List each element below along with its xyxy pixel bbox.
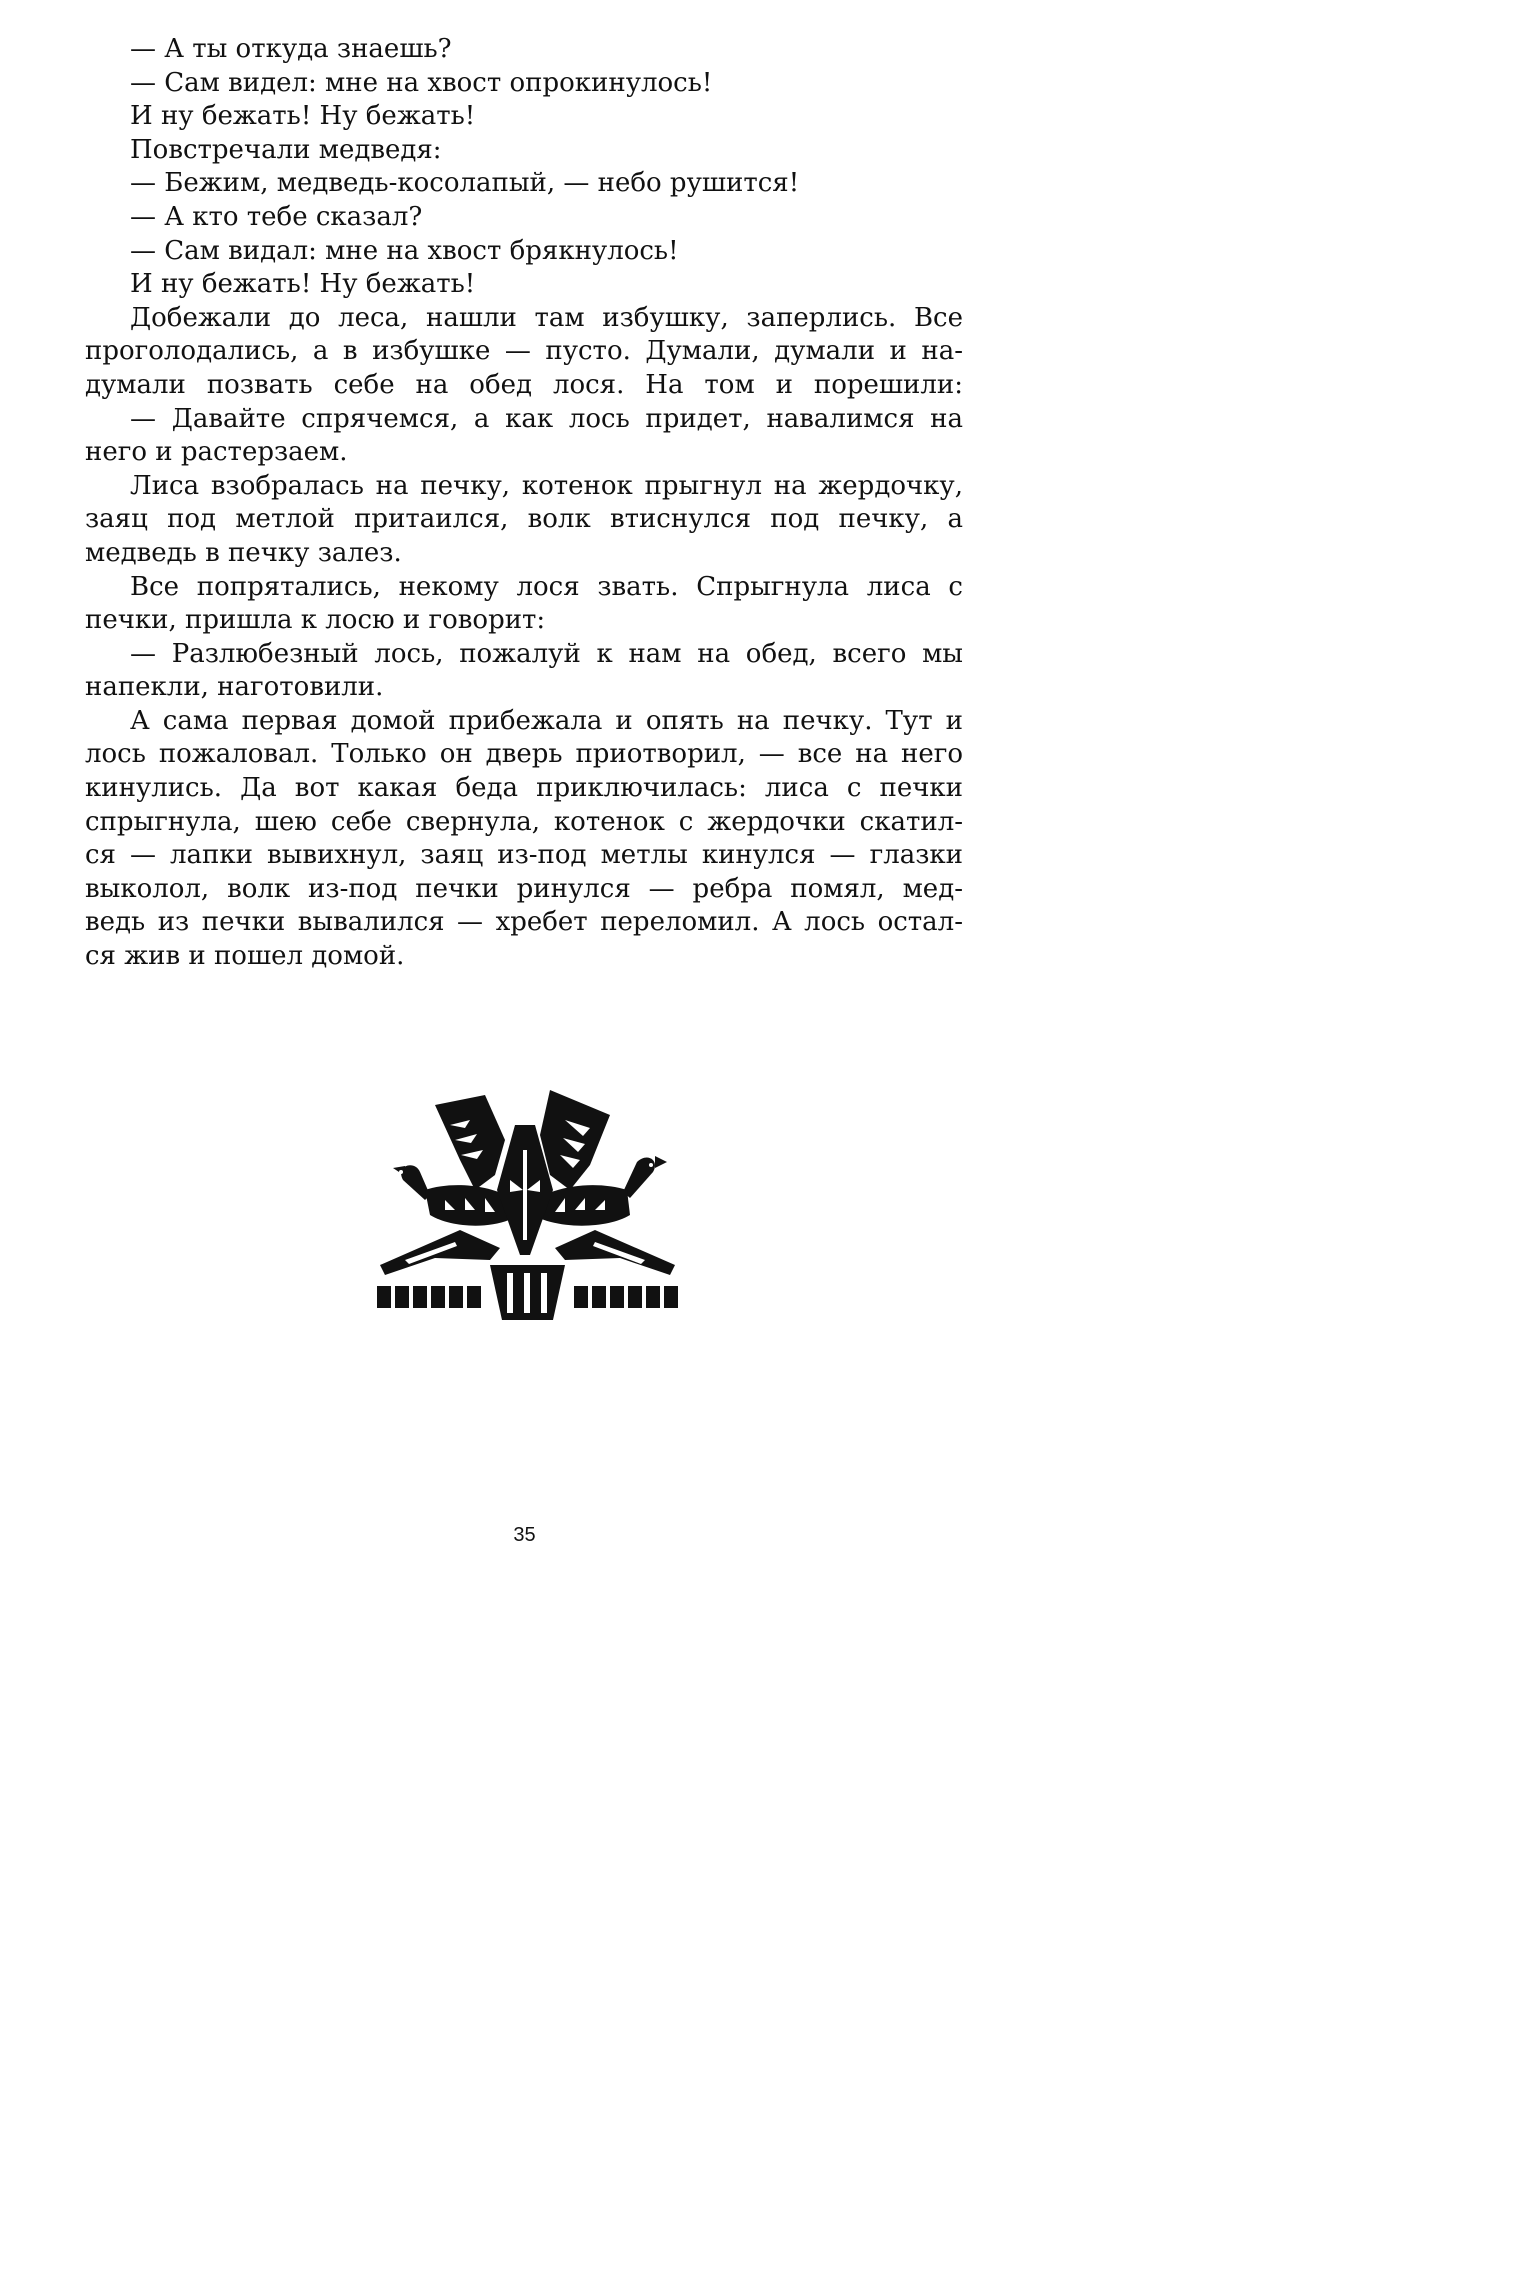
- text-line: спрыгнула, шею себе свернула, котенок с жердочки скатил-: [85, 806, 963, 837]
- text-line: медведь в печку залез.: [85, 537, 402, 568]
- text-line: печки, пришла к лосю и говорит:: [85, 605, 546, 636]
- text-line: — Разлюбезный лось, пожалуй к нам на обед, всего мы: [130, 638, 963, 669]
- text-line: думали позвать себе на обед лося. На том и порешили:: [85, 369, 963, 400]
- text-line: А сама первая домой прибежала и опять на печку. Тут и: [130, 705, 963, 736]
- page-number: 35: [513, 1524, 536, 1546]
- text-line: выколол, волк из-под печки ринулся — ребра помял, мед-: [85, 873, 963, 904]
- text-line: И ну бежать! Ну бежать!: [130, 101, 476, 132]
- text-line: Добежали до леса, нашли там избушку, заперлись. Все: [130, 302, 963, 333]
- folk-birds-ornament-icon: [375, 1080, 680, 1330]
- text-line: Все попрятались, некому лося звать. Спрыгнула лиса с: [130, 571, 963, 602]
- text-line: проголодались, а в избушке — пусто. Думали, думали и на-: [85, 336, 963, 367]
- text-line: Повстречали медведя:: [130, 134, 442, 165]
- text-line: ся жив и пошел домой.: [85, 941, 405, 972]
- text-line: Лиса взобралась на печку, котенок прыгнул на жердочку,: [130, 470, 963, 501]
- text-line: ведь из печки вывалился — хребет переломил. А лось остал-: [85, 907, 963, 938]
- text-line: заяц под метлой притаился, волк втиснулся под печку, а: [85, 504, 963, 535]
- text-line: кинулись. Да вот какая беда приключилась: лиса с печки: [85, 773, 963, 804]
- text-line: И ну бежать! Ну бежать!: [130, 269, 476, 300]
- text-line: — Сам видел: мне на хвост опрокинулось!: [130, 67, 713, 98]
- text-line: напекли, наготовили.: [85, 672, 384, 703]
- text-line: — А кто тебе сказал?: [130, 201, 423, 232]
- text-line: — Давайте спрячемся, а как лось придет, навалимся на: [130, 403, 963, 434]
- text-line: него и растерзаем.: [85, 437, 348, 468]
- text-line: — Сам видал: мне на хвост брякнулось!: [130, 235, 679, 266]
- text-line: лось пожаловал. Только он дверь приотворил, — все на него: [85, 739, 963, 770]
- text-line: ся — лапки вывихнул, заяц из-под метлы кинулся — глазки: [85, 840, 963, 871]
- story-text: [85, 33, 963, 974]
- text-line: — Бежим, медведь-косолапый, — небо рушится!: [130, 168, 800, 199]
- text-line: — А ты откуда знаешь?: [130, 34, 452, 64]
